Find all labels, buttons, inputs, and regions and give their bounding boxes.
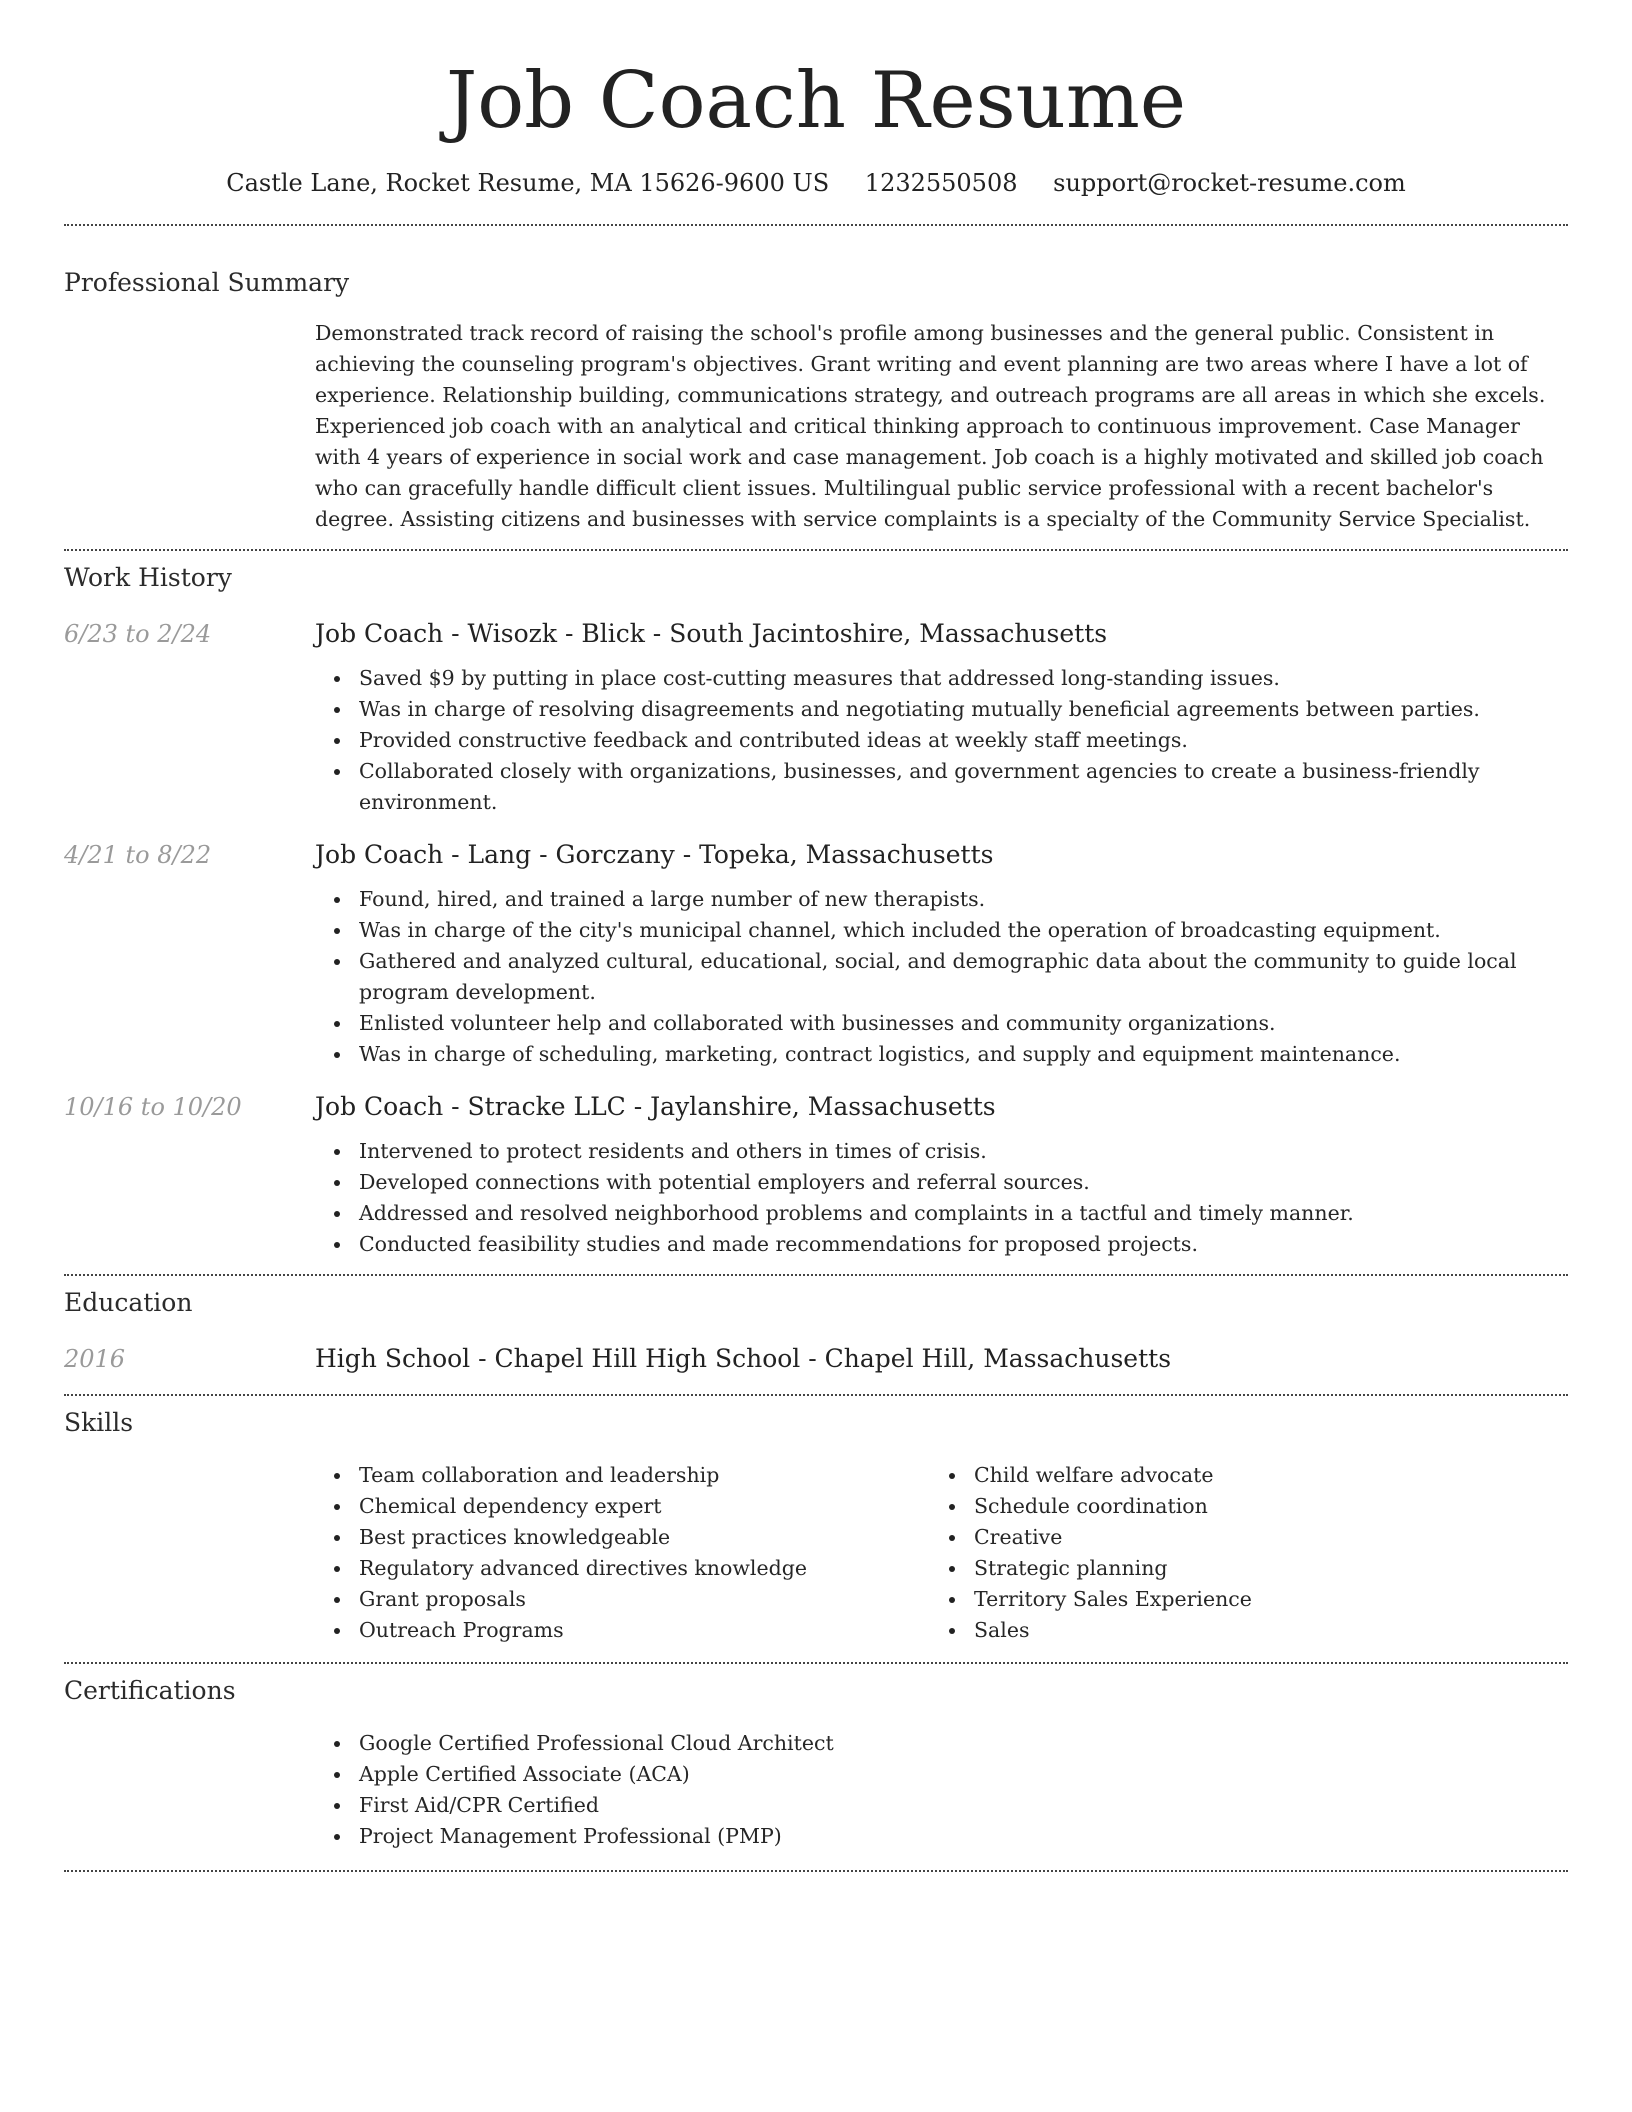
list-item: Was in charge of resolving disagreements and negotiating mutually beneficial agreements between parties. [315,694,1568,725]
job-date: 10/16 to 10/20 [64,1093,242,1121]
education-entry [64,1342,1568,1376]
certifications-list [315,1728,1568,1852]
skill-item: Strategic planning [930,1553,1545,1584]
list-item: Developed connections with potential employers and referral sources. [315,1167,1568,1198]
skill-item: Grant proposals [315,1584,930,1615]
skills-heading: Skills [64,1408,134,1437]
certifications-heading: Certifications [64,1676,236,1705]
section-divider [64,549,1568,551]
skill-item: Creative [930,1522,1545,1553]
job-heading: Job Coach - Lang - Gorczany - Topeka, Massachusetts [315,840,994,869]
skill-item: Regulatory advanced directives knowledge [315,1553,930,1584]
contact-address: Castle Lane, Rocket Resume, MA 15626-9600 US [226,169,830,197]
education-section [64,1286,1568,1376]
certification-item: First Aid/CPR Certified [315,1790,1568,1821]
skills-list-left [315,1460,930,1646]
summary-section [64,266,1568,535]
resume-page [64,0,1568,1872]
education-date: 2016 [64,1345,126,1373]
skill-item: Territory Sales Experience [930,1584,1545,1615]
job-date: 4/21 to 8/22 [64,841,212,869]
job-heading: Job Coach - Wisozk - Blick - South Jacintoshire, Massachusetts [315,619,1108,648]
job-bullets [315,663,1568,818]
list-item: Found, hired, and trained a large number of new therapists. [315,884,1568,915]
list-item: Was in charge of the city's municipal channel, which included the operation of broadcasting equipment. [315,915,1568,946]
certification-item: Apple Certified Associate (ACA) [315,1759,1568,1790]
skills-list-right [930,1460,1545,1646]
work-history-heading: Work History [64,563,232,592]
list-item: Addressed and resolved neighborhood problems and complaints in a tactful and timely manner. [315,1198,1568,1229]
list-item: Intervened to protect residents and others in times of crisis. [315,1136,1568,1167]
skill-item: Sales [930,1615,1545,1646]
skills-columns [315,1460,1568,1646]
skill-item: Best practices knowledgeable [315,1522,930,1553]
resume-title: Job Coach Resume [445,56,1187,146]
skill-item: Schedule coordination [930,1491,1545,1522]
job-entry [64,838,1568,1070]
skill-item: Outreach Programs [315,1615,930,1646]
section-divider [64,1394,1568,1396]
contact-phone: 1232550508 [864,169,1018,197]
skill-item: Team collaboration and leadership [315,1460,930,1491]
work-history-section [64,561,1568,1260]
list-item: Gathered and analyzed cultural, educational, social, and demographic data about the community to guide local program development. [315,946,1568,1008]
skill-item: Child welfare advocate [930,1460,1545,1491]
certification-item: Project Management Professional (PMP) [315,1821,1568,1852]
list-item: Conducted feasibility studies and made recommendations for proposed projects. [315,1229,1568,1260]
education-heading: Education [64,1288,193,1317]
job-date: 6/23 to 2/24 [64,620,212,648]
job-entry [64,617,1568,818]
summary-heading: Professional Summary [64,268,350,297]
skills-section [64,1406,1568,1646]
certifications-section [64,1674,1568,1852]
list-item: Was in charge of scheduling, marketing, contract logistics, and supply and equipment maintenance. [315,1039,1568,1070]
job-bullets [315,884,1568,1070]
job-entry [64,1090,1568,1260]
education-heading-text: High School - Chapel Hill High School - Chapel Hill, Massachusetts [315,1344,1172,1373]
list-item: Provided constructive feedback and contributed ideas at weekly staff meetings. [315,725,1568,756]
contact-info [64,166,1568,200]
summary-text: Demonstrated track record of raising the school's profile among businesses and the general public. Consistent in achieving the counseling program's objectives. Grant writing and event planning are two areas where I have a lot of experience. Relationship building, communications strategy, and outreach programs are all areas in which she excels. Experienced job coach with an analytical and critical thinking approach to continuous improvement. Case Manager with 4 years of experience in social work and case management. Job coach is a highly motivated and skilled job coach who can gracefully handle difficult client issues. Multilingual public service professional with a recent bachelor's degree. Assisting citizens and businesses with service complaints is a specialty of the Community Service Specialist. [315,321,1546,531]
job-heading: Job Coach - Stracke LLC - Jaylanshire, Massachusetts [315,1092,996,1121]
list-item: Collaborated closely with organizations, businesses, and government agencies to create a business-friendly environment. [315,756,1568,818]
section-divider [64,1662,1568,1664]
contact-email: support@rocket-resume.com [1053,169,1406,197]
section-divider [64,1870,1568,1872]
list-item: Enlisted volunteer help and collaborated with businesses and community organizations. [315,1008,1568,1039]
list-item: Saved $9 by putting in place cost-cutting measures that addressed long-standing issues. [315,663,1568,694]
section-divider [64,224,1568,226]
section-divider [64,1274,1568,1276]
job-bullets [315,1136,1568,1260]
skill-item: Chemical dependency expert [315,1491,930,1522]
certification-item: Google Certified Professional Cloud Architect [315,1728,1568,1759]
